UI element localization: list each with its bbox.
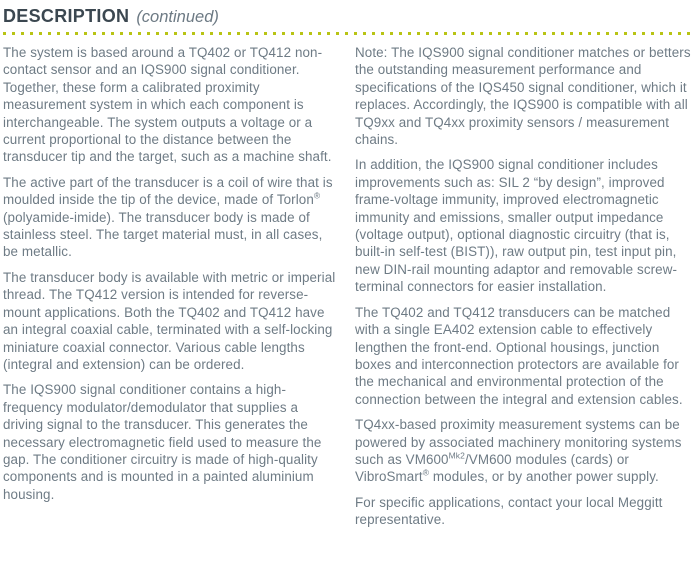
text-columns: [3, 44, 691, 537]
section-title: DESCRIPTION: [3, 6, 130, 26]
body-paragraph: Note: The IQS900 signal conditioner matches or betters the outstanding measurement performance and specifications of the IQS450 signal conditioner, which it replaces. Accordingly, the IQS900 is compatible with all TQ9xx and TQ4xx proximity sensors / measurement chains.: [355, 45, 691, 148]
left-text-column: [3, 44, 339, 537]
body-paragraph: The active part of the transducer is a coil of wire that is moulded inside the tip of the device, made of Torlon® (polyamide-imide). The transducer body is made of stainless steel. The target material must, in all cases, be metallic.: [3, 174, 333, 260]
body-paragraph: TQ4xx-based proximity measurement systems can be powered by associated machinery monitoring systems such as $VM600^{Mk2}/VM600$ modules (cards) or VibroSmart® modules, or by another power supply.: [355, 417, 682, 485]
dotted-rule-divider: [3, 32, 691, 35]
body-paragraph: The IQS900 signal conditioner contains a high-frequency modulator/demodulator that supplies a driving signal to the transducer. This generates the necessary electromagnetic field used to measure the gap. The conditioner circuitry is made of high-quality components and is mounted in a painted aluminium housing.: [3, 382, 322, 502]
superscript-mark: ®: [422, 467, 430, 478]
body-paragraph: In addition, the IQS900 signal conditioner includes improvements such as: SIL 2 “by design”, improved frame-voltage immunity, improved electromagnetic immunity and emissions, smaller output impedance (voltage output), optional diagnostic circuitry (that is, built-in self-test (BIST)), raw output pin, test input pin, new DIN-rail mounting adaptor and removable screw-terminal connectors for easier installation.: [355, 157, 678, 295]
body-paragraph: The TQ402 and TQ412 transducers can be matched with a single EA402 extension cable to effectively lengthen the front-end. Optional housings, junction boxes and interconnection protectors are available for the mechanical and environmental protection of the connection between the integral and extension cables.: [355, 304, 683, 407]
superscript-mark: ®: [313, 190, 321, 201]
body-paragraph: The transducer body is available with metric or imperial thread. The TQ412 version is intended for reverse-mount applications. Both the TQ402 and TQ412 have an integral coaxial cable, terminated with a self-locking miniature coaxial connector. Various cable lengths (integral and extension) can be ordered.: [3, 269, 336, 372]
section-subtitle: (continued): [136, 8, 219, 26]
right-text-column: [355, 44, 691, 537]
section-header: [3, 6, 691, 28]
superscript-mark: Mk2: [448, 450, 465, 461]
body-paragraph: For specific applications, contact your local Meggitt representative.: [355, 494, 663, 528]
body-paragraph: The system is based around a TQ402 or TQ412 non-contact sensor and an IQS900 signal conditioner. Together, these form a calibrated proximity measurement system in which each component is interchangeable. The system outputs a voltage or a current proportional to the distance between the transducer tip and the target, such as a machine shaft.: [3, 45, 332, 165]
